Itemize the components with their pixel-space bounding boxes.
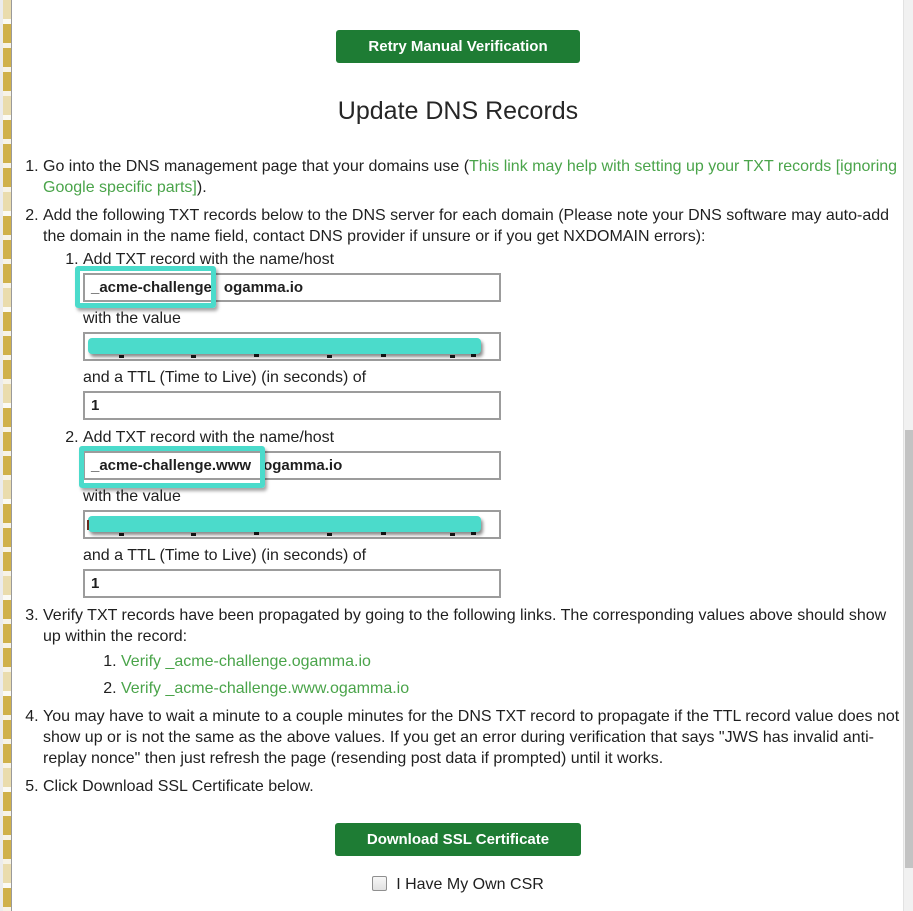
- ttl-value: 1: [91, 575, 100, 592]
- step-verify-records: [43, 605, 904, 699]
- csr-checkbox-label: I Have My Own CSR: [396, 876, 544, 893]
- redaction-bar: [88, 516, 481, 532]
- value-label: with the value: [83, 488, 181, 505]
- name-suffix-part: ogamma.io: [223, 279, 304, 296]
- ttl-value: 1: [91, 397, 100, 414]
- redaction-bar: [88, 338, 481, 354]
- step1-prefix: Go into the DNS management page that your domains use (: [43, 158, 470, 175]
- txt-name-input-1[interactable]: [83, 273, 501, 302]
- verify-link-item-1: [121, 651, 904, 672]
- verify-link-2[interactable]: Verify _acme-challenge.www.ogamma.io: [121, 680, 410, 697]
- step-add-txt-records: [43, 205, 904, 598]
- name-highlighted-part: _acme-challenge: [91, 279, 212, 296]
- redacted-text-fragments: [119, 533, 124, 536]
- txt-record-list: [43, 249, 904, 598]
- retry-manual-verification-button[interactable]: Retry Manual Verification: [336, 30, 579, 63]
- name-highlighted-part: _acme-challenge.www: [91, 457, 252, 474]
- name-host-label: 2. Add TXT record with the name/host: [83, 429, 335, 446]
- value-label: with the value: [83, 310, 181, 327]
- background-stripe-pattern: [0, 0, 12, 911]
- redacted-text-fragments: [119, 355, 124, 358]
- scrollbar[interactable]: [903, 0, 913, 911]
- dns-help-link[interactable]: This link may help with setting up your TXT records [ignoring Google specific parts]: [43, 158, 898, 196]
- step-wait-propagate: [43, 706, 904, 769]
- verify-link-item-2: [121, 678, 904, 699]
- txt-name-input-2[interactable]: [83, 451, 501, 480]
- download-ssl-certificate-button[interactable]: Download SSL Certificate: [335, 823, 581, 856]
- txt-value-input-2[interactable]: [83, 510, 501, 539]
- step4-text: You may have to wait a minute to a couple minutes for the DNS TXT record to propagate if the TTL record value does not show up or is not the same as the above values. If you get an error during verification that says "JWS has invalid anti-replay nonce" then just refresh the page (resending post data if prompted) until it works.: [43, 708, 900, 767]
- ttl-input-2[interactable]: [83, 569, 501, 598]
- step2-text: Add the following TXT records below to the DNS server for each domain (Please note your DNS software may auto-add the domain in the name field, contact DNS provider if unsure or if you get NXDOMAIN errors):: [43, 207, 890, 245]
- step-click-download: [43, 776, 904, 797]
- step1-suffix: ).: [196, 179, 207, 196]
- scrollbar-thumb[interactable]: [905, 430, 913, 868]
- ttl-label: and a TTL (Time to Live) (in seconds) of: [83, 369, 367, 386]
- instruction-list: [12, 156, 904, 797]
- page-title: Update DNS Records: [337, 97, 579, 125]
- redacted-text-fragment-left: [87, 520, 89, 530]
- name-suffix-part: ogamma.io: [263, 457, 343, 474]
- ttl-input-1[interactable]: [83, 391, 501, 420]
- txt-record-item-2: [83, 427, 904, 598]
- page-content: [12, 0, 904, 894]
- txt-value-input-1[interactable]: [83, 332, 501, 361]
- name-host-label: 1. Add TXT record with the name/host: [83, 251, 335, 268]
- step3-text: Verify TXT records have been propagated by going to the following links. The corresponding values above should show up within the record:: [43, 607, 887, 645]
- verify-link-1[interactable]: Verify _acme-challenge.ogamma.io: [121, 653, 371, 670]
- csr-checkbox[interactable]: [372, 876, 387, 891]
- verify-link-list: [43, 651, 904, 699]
- step-dns-management: [43, 156, 904, 198]
- txt-record-item-1: [83, 249, 904, 420]
- csr-checkbox-row: [12, 876, 904, 894]
- ttl-label: and a TTL (Time to Live) (in seconds) of: [83, 547, 367, 564]
- step5-text: Click Download SSL Certificate below.: [43, 778, 314, 795]
